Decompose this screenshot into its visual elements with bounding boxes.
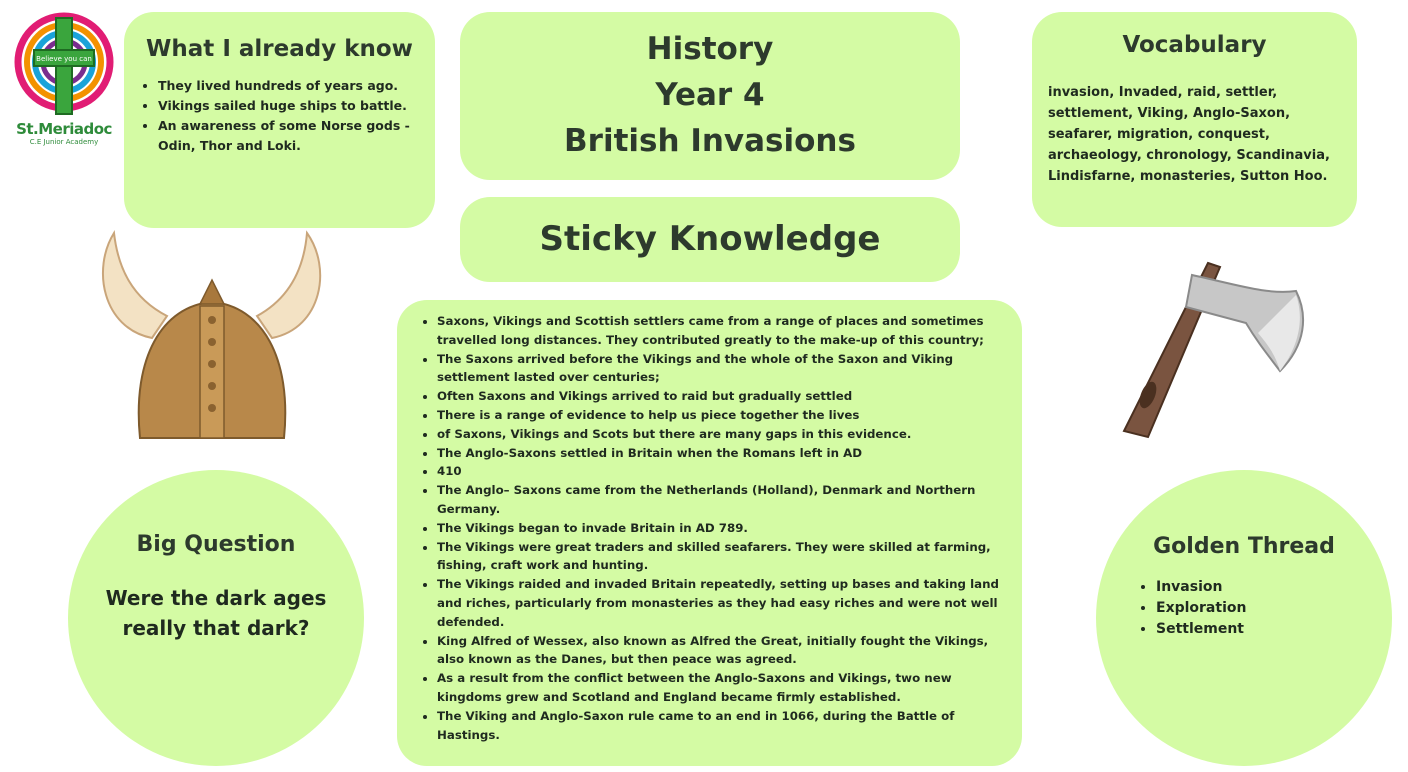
list-item: • The Anglo– Saxons came from the Netherlands (Holland), Denmark and Northern Germany. bbox=[437, 481, 1000, 519]
list-item: • The Vikings were great traders and skilled seafarers. They were skilled at farming, fishing, craft work and hunting. bbox=[437, 538, 1000, 576]
list-item: • Vikings sailed huge ships to battle. bbox=[158, 96, 415, 116]
title-topic: British Invasions bbox=[564, 123, 856, 159]
page-title-panel bbox=[460, 12, 960, 180]
vocabulary-panel bbox=[1032, 12, 1357, 227]
list-item: • Often Saxons and Vikings arrived to raid but gradually settled bbox=[437, 387, 1000, 406]
vocabulary-text: invasion, Invaded, raid, settler, settlement, Viking, Anglo-Saxon, seafarer, migration, conquest, archaeology, chronology, Scandinavia, Lindisfarne, monasteries, Sutton Hoo. bbox=[1048, 85, 1330, 184]
list-item: • Saxons, Vikings and Scottish settlers came from a range of places and sometimes travelled long distances. They contributed greatly to the make-up of this country; bbox=[437, 312, 1000, 350]
big-question-panel bbox=[68, 470, 364, 766]
big-question-title: Big Question bbox=[136, 532, 296, 557]
already-know-list bbox=[144, 76, 415, 156]
list-item: • Exploration bbox=[1156, 598, 1392, 619]
big-question-text: Were the dark ages really that dark? bbox=[105, 586, 327, 640]
golden-thread-title: Golden Thread bbox=[1153, 534, 1335, 559]
list-item: • Invasion bbox=[1156, 577, 1392, 598]
axe-icon bbox=[1108, 255, 1308, 445]
school-logo bbox=[14, 10, 114, 150]
school-subtitle: C.E Junior Academy bbox=[29, 138, 99, 146]
logo-emblem-icon bbox=[14, 10, 114, 120]
list-item: • 410 bbox=[437, 462, 1000, 481]
list-item: • of Saxons, Vikings and Scots but there are many gaps in this evidence. bbox=[437, 425, 1000, 444]
list-item: • The Viking and Anglo-Saxon rule came to an end in 1066, during the Battle of Hastings. bbox=[437, 707, 1000, 745]
title-year: Year 4 bbox=[655, 77, 765, 113]
list-item: • The Saxons arrived before the Vikings and the whole of the Saxon and Viking settlement lasted over centuries; bbox=[437, 350, 1000, 388]
school-name: St.Meriadoc bbox=[16, 120, 112, 138]
list-item: • An awareness of some Norse gods - Odin, Thor and Loki. bbox=[158, 116, 415, 156]
list-item: • There is a range of evidence to help us piece together the lives bbox=[437, 406, 1000, 425]
golden-thread-panel bbox=[1096, 470, 1392, 766]
vocabulary-title: Vocabulary bbox=[1122, 32, 1267, 58]
sticky-knowledge-title: Sticky Knowledge bbox=[460, 197, 960, 282]
golden-thread-list bbox=[1096, 577, 1392, 640]
list-item: • As a result from the conflict between the Anglo-Saxons and Vikings, two new kingdoms grew and Scotland and England became firmly established. bbox=[437, 669, 1000, 707]
list-item: • King Alfred of Wessex, also known as Alfred the Great, initially fought the Vikings, also known as the Danes, but then peace was agreed. bbox=[437, 632, 1000, 670]
list-item: • The Vikings began to invade Britain in AD 789. bbox=[437, 519, 1000, 538]
sticky-knowledge-panel bbox=[397, 300, 1022, 766]
list-item: • The Vikings raided and invaded Britain repeatedly, setting up bases and taking land and riches, particularly from monasteries as they had easy riches and were not well defended. bbox=[437, 575, 1000, 631]
already-know-title: What I already know bbox=[146, 36, 413, 62]
already-know-panel bbox=[124, 12, 435, 228]
viking-helmet-icon bbox=[92, 228, 332, 443]
list-item: • Settlement bbox=[1156, 619, 1392, 640]
list-item: • The Anglo-Saxons settled in Britain when the Romans left in AD bbox=[437, 444, 1000, 463]
logo-motto: Believe you can bbox=[36, 55, 92, 63]
knowledge-list bbox=[423, 312, 1000, 744]
title-subject: History bbox=[646, 31, 774, 67]
list-item: • They lived hundreds of years ago. bbox=[158, 76, 415, 96]
